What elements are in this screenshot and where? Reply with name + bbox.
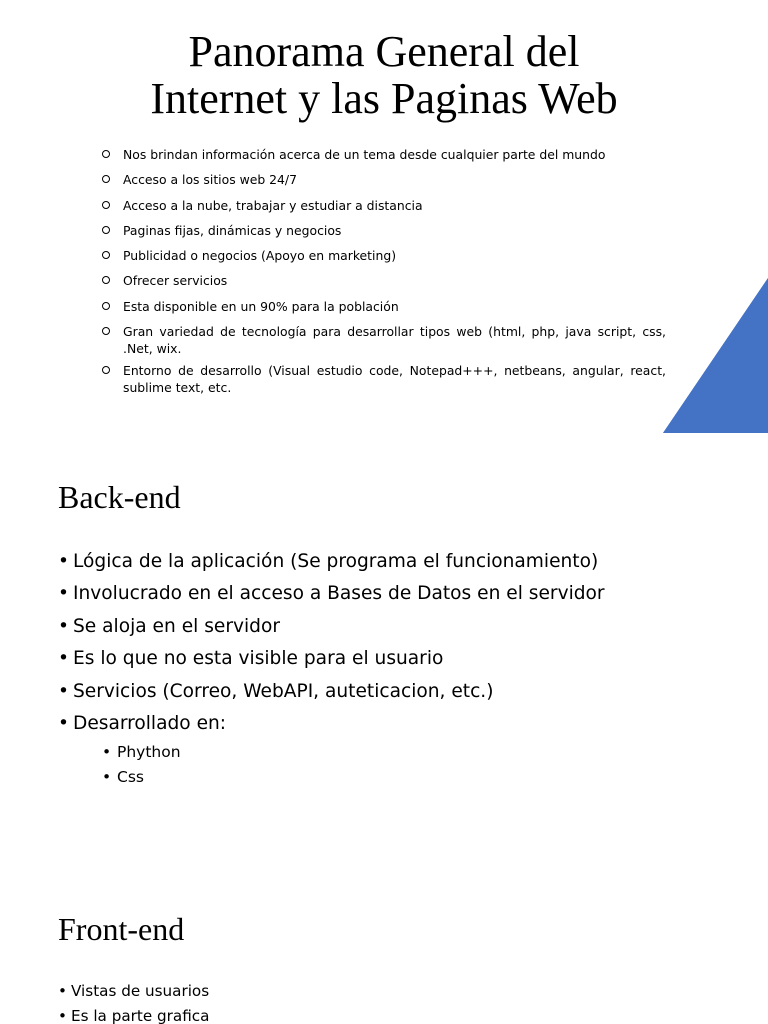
bullet-icon: •: [58, 713, 69, 735]
list-item: Acceso a la nube, trabajar y estudiar a distancia: [100, 197, 666, 214]
bullet-icon: •: [58, 648, 69, 670]
bullet-icon: •: [58, 551, 69, 572]
slide-panorama: [0, 0, 768, 433]
list-item: Esta disponible en un 90% para la población: [100, 298, 666, 315]
nested-bullet-list: [73, 740, 605, 790]
section-title: Back-end: [58, 479, 181, 515]
bullet-icon: •: [58, 982, 67, 1000]
back-end-bullet-list: [58, 546, 605, 790]
list-item: • Lógica de la aplicación (Se programa el funcionamiento): [58, 546, 605, 578]
list-item: Gran variedad de tecnología para desarrollar tipos web (html, php, java script, css, .Net, wix.: [100, 323, 666, 357]
bullet-icon: •: [58, 1007, 67, 1024]
bullet-icon: •: [58, 615, 69, 637]
slide-back-end: [0, 433, 768, 865]
bullet-icon: •: [58, 583, 69, 605]
bullet-icon: •: [102, 768, 112, 787]
nested-list-item: • Css: [102, 765, 605, 790]
section-title: Front-end: [58, 911, 185, 947]
list-item: Nos brindan información acerca de un tema desde cualquier parte del mundo: [100, 146, 666, 163]
accent-parallelogram: [663, 278, 768, 433]
blue-parallelogram-shape: [0, 0, 768, 433]
list-item: • Es lo que no esta visible para el usuario: [58, 643, 605, 675]
title-line-2: Internet y las Paginas Web: [150, 74, 618, 123]
list-item: Entorno de desarrollo (Visual estudio code, Notepad+++, netbeans, angular, react, sublime text, etc.: [100, 362, 666, 396]
list-item: • Servicios (Correo, WebAPI, auteticacion, etc.): [58, 676, 605, 708]
list-item: Publicidad o negocios (Apoyo en marketing): [100, 247, 666, 264]
bullet-icon: •: [102, 743, 112, 762]
bullet-icon: •: [58, 680, 69, 702]
list-item: • Se aloja en el servidor: [58, 611, 605, 643]
list-item: • Desarrollado en: • Phython • Css: [58, 708, 605, 790]
list-item: • Involucrado en el acceso a Bases de Datos en el servidor: [58, 578, 605, 610]
list-item: • Es la parte grafica: [58, 1004, 209, 1024]
list-item: • Vistas de usuarios: [58, 979, 209, 1004]
title-line-1: Panorama General del: [188, 27, 580, 76]
list-item: Paginas fijas, dinámicas y negocios: [100, 222, 666, 239]
front-end-bullet-list: [58, 979, 209, 1024]
list-item: Acceso a los sitios web 24/7: [100, 171, 666, 188]
nested-list-item: • Phython: [102, 740, 605, 765]
slide-front-end: [0, 865, 768, 1024]
list-item: Ofrecer servicios: [100, 272, 666, 289]
